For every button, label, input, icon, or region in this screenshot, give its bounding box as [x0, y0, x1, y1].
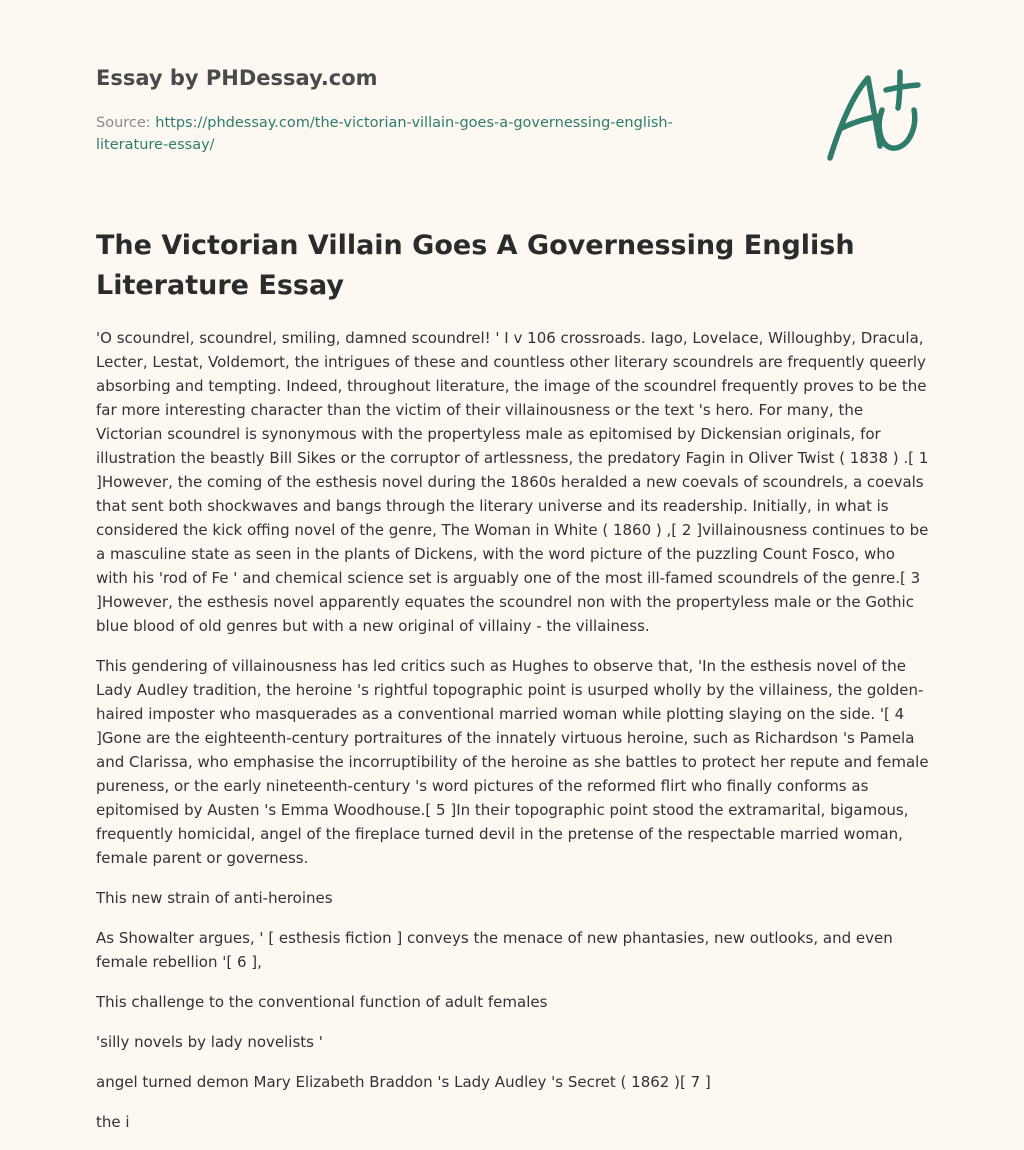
essay-title	[96, 226, 896, 306]
paragraph: 'silly novels by lady novelists '	[96, 1033, 323, 1051]
paragraph: As Showalter argues, ' [ esthesis fiction ] conveys the menace of new phantasies, new outlooks, and even female rebellion '[ 6 ],	[96, 929, 893, 971]
paragraph: angel turned demon Mary Elizabeth Braddon 's Lady Audley 's Secret ( 1862 )[ 7 ]	[96, 1073, 711, 1091]
a-plus-icon	[820, 66, 930, 166]
title-line-1: The Victorian Villain Goes A Governessing English	[96, 230, 855, 261]
a-plus-logo	[820, 66, 930, 166]
source-line	[96, 112, 736, 156]
source-url-line-1: https://phdessay.com/the-victorian-villain-goes-a-governessing-english-	[155, 115, 673, 131]
paragraph: This challenge to the conventional function of adult females	[96, 993, 548, 1011]
essay-body	[96, 326, 930, 1150]
header	[96, 64, 736, 156]
source-label: Source:	[96, 115, 151, 131]
paragraph: the i	[96, 1113, 130, 1131]
paragraph: This gendering of villainousness has led critics such as Hughes to observe that, 'In the esthesis novel of the Lady Audley tradition, the heroine 's rightful topographic point is usurped wholly by the villainess, the golden-haired imposter who masquerades as a conventional married woman while plotting slaying on the side. '[ 4 ]Gone are the eighteenth-century portraitures of the innately virtuous heroine, such as Richardson 's Pamela and Clarissa, who emphasise the incorruptibility of the heroine as she battles to protect her repute and female pureness, or the early nineteenth-century 's word pictures of the reformed flirt who finally conforms as epitomised by Austen 's Emma Woodhouse.[ 5 ]In their topographic point stood the extramarital, bigamous, frequently homicidal, angel of the fireplace turned devil in the pretense of the respectable married woman, female parent or governess.	[96, 657, 929, 867]
site-brand: Essay by PHDessay.com	[96, 66, 378, 90]
title-line-2: Literature Essay	[96, 270, 344, 301]
source-link[interactable]	[96, 115, 673, 153]
source-url-line-2: literature-essay/	[96, 137, 215, 153]
paragraph: This new strain of anti-heroines	[96, 889, 333, 907]
paragraph: 'O scoundrel, scoundrel, smiling, damned scoundrel! ' I v 106 crossroads. Iago, Lovelace, Willoughby, Dracula, Lecter, Lestat, Voldemort, the intrigues of these and countless other literary scoundrels are frequently queerly absorbing and tempting. Indeed, throughout literature, the image of the scoundrel frequently proves to be the far more interesting character than the victim of their villainousness or the text 's hero. For many, the Victorian scoundrel is synonymous with the propertyless male as epitomised by Dickensian originals, for illustration the beastly Bill Sikes or the corruptor of artlessness, the predatory Fagin in Oliver Twist ( 1838 ) .[ 1 ]However, the coming of the esthesis novel during the 1860s heralded a new coevals of scoundrels, a coevals that sent both shockwaves and bangs through the literary universe and its readership. Initially, in what is considered the kick offing novel of the genre, The Woman in White ( 1860 ) ,[ 2 ]villainousness continues to be a masculine state as seen in the plants of Dickens, with the word picture of the puzzling Count Fosco, who with his 'rod of Fe ' and chemical science set is arguably one of the most ill-famed scoundrels of the genre.[ 3 ]However, the esthesis novel apparently equates the scoundrel non with the propertyless male or the Gothic blue blood of old genres but with a new original of villainy - the villainess.	[96, 329, 929, 635]
